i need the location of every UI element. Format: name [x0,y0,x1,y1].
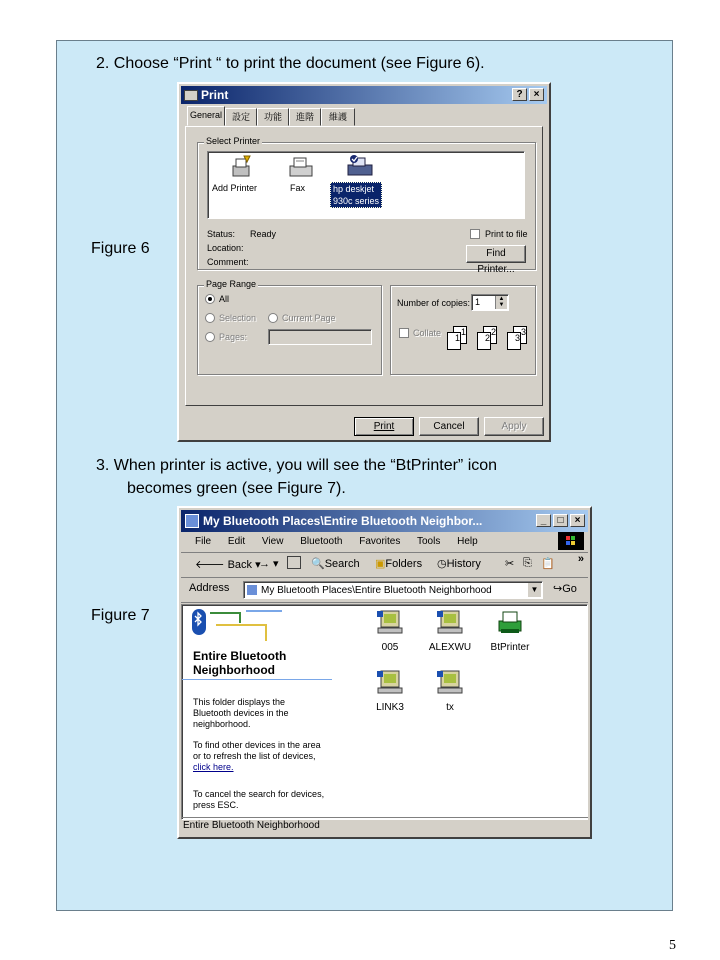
device-label: LINK3 [376,702,404,713]
device-label: 005 [381,642,399,653]
address-dropdown-icon[interactable]: ▼ [528,583,541,597]
forward-button[interactable] [259,557,279,570]
menu-edit[interactable]: Edit [227,536,246,547]
select-printer-group [197,136,536,275]
sidebar-heading-2: Neighborhood [193,663,275,677]
menu-favorites[interactable]: Favorites [359,536,401,547]
range-pages-radio[interactable] [205,332,215,342]
bluetooth-folder-icon [185,514,199,528]
address-label: Address [189,582,230,594]
up-folder-icon[interactable] [287,556,301,569]
status-bar: Entire Bluetooth Neighborhood [181,817,588,835]
computer-icon [362,609,418,640]
collate-checkbox[interactable] [399,328,409,338]
device-label: tx [446,702,454,713]
close-window-button[interactable]: × [570,514,585,527]
sidebar-para-2: To find other devices in the area or to refresh the list of devices, click here. [193,740,321,772]
windows-logo-icon [558,532,584,550]
address-bar [181,578,588,603]
cut-icon[interactable]: ✂ [505,558,515,570]
minimize-button[interactable]: _ [536,514,551,527]
go-arrow-icon: ↪ [553,583,563,595]
toolbar-more-chevron[interactable]: » [577,553,584,565]
status-label: Status: [207,229,236,239]
menu-view[interactable]: View [261,536,284,547]
address-value: My Bluetooth Places\Entire Bluetooth Neighborhood [261,585,492,596]
page-range-label: Page Range [206,279,257,289]
back-button[interactable]: 🡐 Back ▾ [195,559,261,571]
add-printer-label: Add Printer [212,183,258,193]
comment-label: Comment: [207,257,249,267]
refresh-link[interactable]: click here. [193,762,234,772]
device-item-tx[interactable] [422,669,478,723]
collate-label: Collate [413,328,442,338]
hp-deskjet-label-1: hp deskjet [333,184,375,194]
cancel-button[interactable]: Cancel [419,417,479,436]
help-button[interactable]: ? [512,88,527,101]
printer-item-fax[interactable] [282,154,318,209]
explorer-title: My Bluetooth Places\Entire Bluetooth Neighbor... [203,514,483,528]
range-pages-label: Pages: [219,332,248,342]
search-button[interactable]: 🔍Search [311,558,360,570]
menu-help[interactable]: Help [457,536,478,547]
range-current-label: Current Page [282,313,336,323]
fax-icon [288,154,314,180]
folder-sidebar [182,605,332,817]
print-to-file-checkbox[interactable] [470,229,480,239]
location-label: Location: [207,243,244,253]
printer-item-hp-deskjet[interactable] [330,154,390,214]
range-all-radio[interactable] [205,294,215,304]
fax-label: Fax [290,183,306,193]
green-printer-icon [482,609,538,640]
device-item-link3[interactable] [362,669,418,723]
address-folder-icon [247,585,257,595]
pages-input[interactable] [268,329,372,345]
close-button[interactable]: × [529,88,544,101]
copy-icon[interactable]: ⎘ [523,557,532,569]
tab-features[interactable]: 功能 [257,108,289,126]
sidebar-divider [182,679,332,680]
page-number: 5 [669,938,676,953]
copies-group: Number of copies: 1 ▲ ▼ Collate 1 1 2 2 3 3 [390,285,536,375]
status-value: Ready [250,229,277,239]
computer-icon [362,669,418,700]
search-icon: 🔍 [311,558,325,570]
standard-toolbar [181,552,588,578]
tab-general[interactable]: General [187,106,225,126]
sidebar-para-3: To cancel the search for devices, press ESC. [193,789,325,810]
address-input[interactable] [243,581,543,599]
bluetooth-banner-icon [186,607,290,645]
tab-advanced[interactable]: 進階 [289,108,321,126]
figure-7-label: Figure 7 [91,607,150,624]
explorer-titlebar [181,510,588,532]
device-item-alexwu[interactable] [422,609,478,663]
print-button[interactable]: Print [354,417,414,436]
print-dialog-title: Print [201,88,229,102]
menu-bluetooth[interactable]: Bluetooth [300,536,343,547]
history-icon: ◷ [437,558,447,570]
printer-title-icon [184,90,198,101]
tab-page [185,126,543,406]
hp-deskjet-label-2: 930c series [333,196,380,206]
print-dialog [177,82,551,442]
explorer-content [181,604,588,820]
copies-value: 1 [475,297,481,307]
add-printer-icon [230,154,252,180]
printer-list [207,151,525,219]
apply-button[interactable]: Apply [484,417,544,436]
step-3-line-2: becomes green (see Figure 7). [127,480,346,497]
device-label: BtPrinter [490,642,530,653]
go-button[interactable]: ↪Go [553,583,577,595]
printer-item-add[interactable] [212,154,268,209]
range-selection-label: Selection [219,313,257,323]
folders-icon: ▣ [375,558,386,570]
print-to-file-label: Print to file [485,229,528,239]
bluetooth-explorer-window [177,506,592,839]
device-label: ALEXWU [428,642,472,653]
maximize-button[interactable]: □ [553,514,568,527]
step-2-text: 2. Choose “Print “ to print the document (see Figure 6). [96,55,485,72]
history-button[interactable]: ◷History [437,558,481,570]
tab-maintenance[interactable]: 維護 [321,108,355,126]
menu-file[interactable]: File [195,536,212,547]
figure-6-label: Figure 6 [91,240,150,257]
device-item-005[interactable] [362,609,418,663]
range-selection-radio[interactable] [205,313,215,323]
find-printer-button[interactable]: Find Printer... [466,245,526,263]
paste-icon[interactable]: 📋 [541,558,555,570]
menu-tools[interactable]: Tools [416,536,441,547]
forward-arrow-icon: → ▾ [259,558,279,570]
spin-arrows-icon[interactable]: ▲ ▼ [495,296,507,309]
copies-label: Number of copies: [397,298,471,308]
select-printer-label: Select Printer [206,136,261,146]
back-arrow-icon: 🡐 [195,559,225,571]
range-all-label: All [219,294,230,304]
tab-settings[interactable]: 設定 [225,108,257,126]
sidebar-heading-1: Entire Bluetooth [193,649,287,663]
computer-icon [422,609,478,640]
page-range-group [197,279,382,375]
inkjet-printer-icon [346,154,374,180]
menu-bar [195,536,492,547]
folders-button[interactable]: ▣Folders [375,558,423,570]
device-item-btprinter[interactable] [482,609,538,663]
range-current-radio[interactable] [268,313,278,323]
print-dialog-titlebar [181,86,547,104]
sidebar-para-1: This folder displays the Bluetooth devices in the neighborhood. [193,697,289,729]
step-3-line-1: 3. When printer is active, you will see the “BtPrinter” icon [96,457,498,474]
computer-icon [422,669,478,700]
copies-stepper[interactable] [471,294,509,311]
